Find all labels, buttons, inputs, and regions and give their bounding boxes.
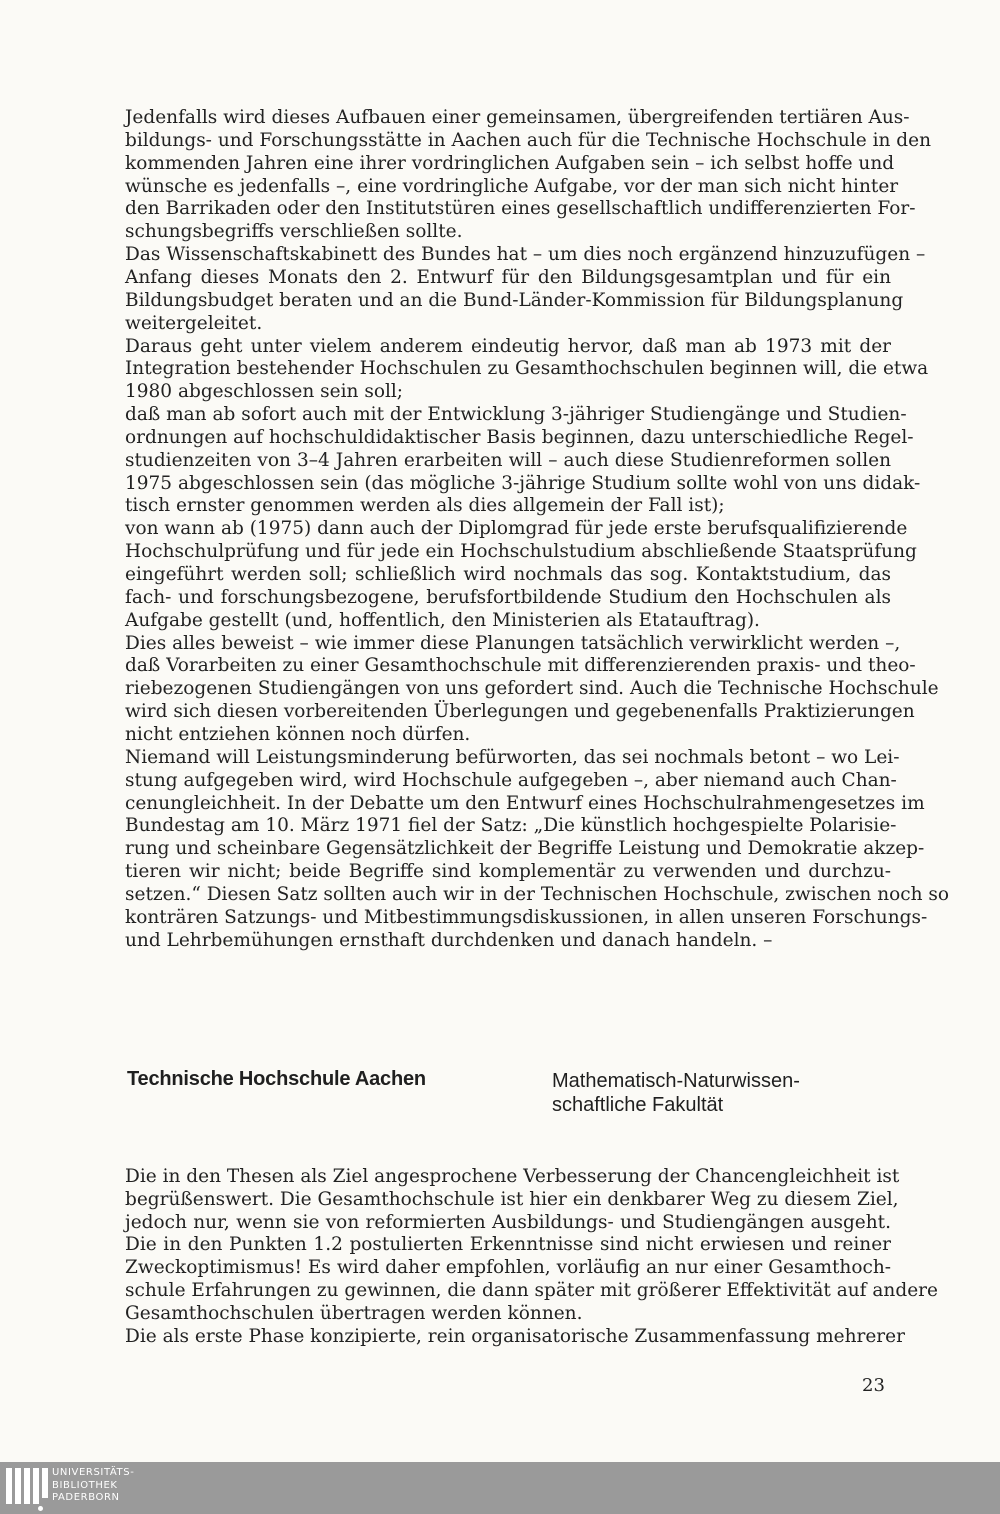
text-line: Jedenfalls wird dieses Aufbauen einer gemeinsamen, übergreifenden tertiären Aus- [125, 107, 910, 128]
text-line: Das Wissenschaftskabinett des Bundes hat – um dies noch ergänzend hinzuzufügen – [125, 244, 926, 266]
text-line: Hochschulprüfung und für jede ein Hochschulstudium abschließende Staatsprüfung [125, 541, 917, 563]
library-logo [4, 1466, 154, 1510]
faculty-heading [552, 1069, 800, 1117]
faculty-heading-line-2: schaftliche Fakultät [552, 1094, 724, 1116]
text-line: eingeführt werden soll; schließlich wird nochmals das sog. Kontaktstudium, das [125, 564, 891, 585]
text-line: 1980 abgeschlossen sein soll; [125, 381, 404, 403]
text-line: kommenden Jahren eine ihrer vordringlichen Aufgaben sein – ich selbst hoffe und [125, 152, 895, 174]
text-line: von wann ab (1975) dann auch der Diplomgrad für jede erste berufsqualifizierende [125, 518, 908, 540]
text-line: schule Erfahrungen zu gewinnen, die dann später mit größerer Effektivität auf andere [125, 1280, 938, 1301]
text-line: und Lehrbemühungen ernsthaft durchdenken und danach handeln. – [125, 929, 773, 951]
text-line: Bildungsbudget beraten und an die Bund-Länder-Kommission für Bildungsplanung [125, 289, 904, 311]
text-line: Zweckoptimismus! Es wird daher empfohlen, vorläufig an nur einer Gesamthoch- [125, 1257, 891, 1279]
text-line: wünsche es jedenfalls –, eine vordringliche Aufgabe, vor der man sich nicht hinter [125, 175, 899, 197]
page-number: 23 [862, 1375, 885, 1396]
logo-line-3: PADERBORN [52, 1492, 120, 1503]
text-line: Integration bestehender Hochschulen zu Gesamthochschulen beginnen will, die etwa [125, 358, 929, 380]
text-line: jedoch nur, wenn sie von reformierten Ausbildungs- und Studiengängen ausgeht. [125, 1211, 891, 1233]
text-line: Die in den Punkten 1.2 postulierten Erkenntnisse sind nicht erwiesen und reiner [125, 1234, 891, 1256]
text-line: konträren Satzungs- und Mitbestimmungsdiskussionen, in allen unseren Forschungs- [125, 906, 928, 928]
text-line: studienzeiten von 3–4 Jahren erarbeiten will – auch diese Studienreformen sollen [125, 449, 891, 471]
text-line: ordnungen auf hochschuldidaktischer Basis beginnen, dazu unterschiedliche Regel- [125, 426, 914, 448]
faculty-heading-line-1: Mathematisch-Naturwissen- [552, 1070, 800, 1092]
text-line: Die als erste Phase konzipierte, rein organisatorische Zusammenfassung mehrerer [125, 1325, 905, 1347]
text-line: begrüßenswert. Die Gesamthochschule ist hier ein denkbarer Weg zu diesem Ziel, [125, 1188, 899, 1210]
text-line: Daraus geht unter vielem anderem eindeutig hervor, daß man ab 1973 mit der [125, 335, 891, 357]
text-line: wird sich diesen vorbereitenden Überlegungen und gegebenenfalls Praktizierungen [125, 701, 915, 723]
text-line: Dies alles beweist – wie immer diese Planungen tatsächlich verwirklicht werden –, [125, 632, 901, 654]
text-line: Gesamthochschulen übertragen werden können. [125, 1302, 583, 1324]
text-line: tisch ernster genommen werden als dies allgemein der Fall ist); [125, 495, 725, 517]
text-line: setzen.“ Diesen Satz sollten auch wir in der Technischen Hochschule, zwischen noch so [125, 883, 950, 905]
text-line: bildungs- und Forschungsstätte in Aachen auch für die Technische Hochschule in den [125, 129, 932, 151]
text-line: daß Vorarbeiten zu einer Gesamthochschule mit differenzierenden praxis- und theo- [125, 655, 916, 677]
text-line: stung aufgegeben wird, wird Hochschule aufgegeben –, aber niemand auch Chan- [125, 769, 897, 791]
text-line: schungsbegriffs verschließen sollte. [125, 221, 463, 243]
text-line: riebezogenen Studiengängen von uns gefordert sind. Auch die Technische Hochschule [125, 678, 939, 700]
institution-heading: Technische Hochschule Aachen [127, 1068, 426, 1090]
text-line: Die in den Thesen als Ziel angesprochene Verbesserung der Chancengleichheit ist [125, 1166, 900, 1187]
text-line: 1975 abgeschlossen sein (das mögliche 3-jährige Studium sollte wohl von uns didak- [125, 472, 921, 494]
library-footer-bar [0, 1462, 1000, 1514]
text-line: tieren wir nicht; beide Begriffe sind komplementär zu verwenden und durchzu- [125, 861, 891, 883]
text-line: Niemand will Leistungsminderung befürworten, das sei nochmals betont – wo Lei- [125, 746, 900, 768]
text-line: daß man ab sofort auch mit der Entwicklung 3-jähriger Studiengänge und Studien- [125, 404, 907, 426]
library-logo-bars-icon [4, 1466, 50, 1510]
text-line: nicht entziehen können noch dürfen. [125, 723, 471, 745]
text-line: Bundestag am 10. März 1971 fiel der Satz: „Die künstlich hochgespielte Polarisie- [125, 815, 897, 837]
text-line: Aufgabe gestellt (und, hoffentlich, den Ministerien als Etatauftrag). [125, 609, 760, 631]
text-line: Anfang dieses Monats den 2. Entwurf für den Bildungsgesamtplan und für ein [125, 266, 891, 288]
text-line: fach- und forschungsbezogene, berufsfortbildende Studium den Hochschulen als [125, 586, 891, 608]
logo-line-1: UNIVERSITÄTS- [52, 1467, 135, 1478]
text-line: cenungleichheit. In der Debatte um den Entwurf eines Hochschulrahmengesetzes im [125, 792, 925, 814]
logo-line-2: BIBLIOTHEK [52, 1479, 118, 1491]
library-logo-text [52, 1467, 134, 1505]
text-line: weitergeleitet. [125, 312, 263, 334]
text-line: den Barrikaden oder den Institutstüren eines gesellschaftlich undifferenzierten For- [125, 198, 916, 220]
text-line: rung und scheinbare Gegensätzlichkeit der Begriffe Leistung und Demokratie akzep- [125, 838, 925, 860]
